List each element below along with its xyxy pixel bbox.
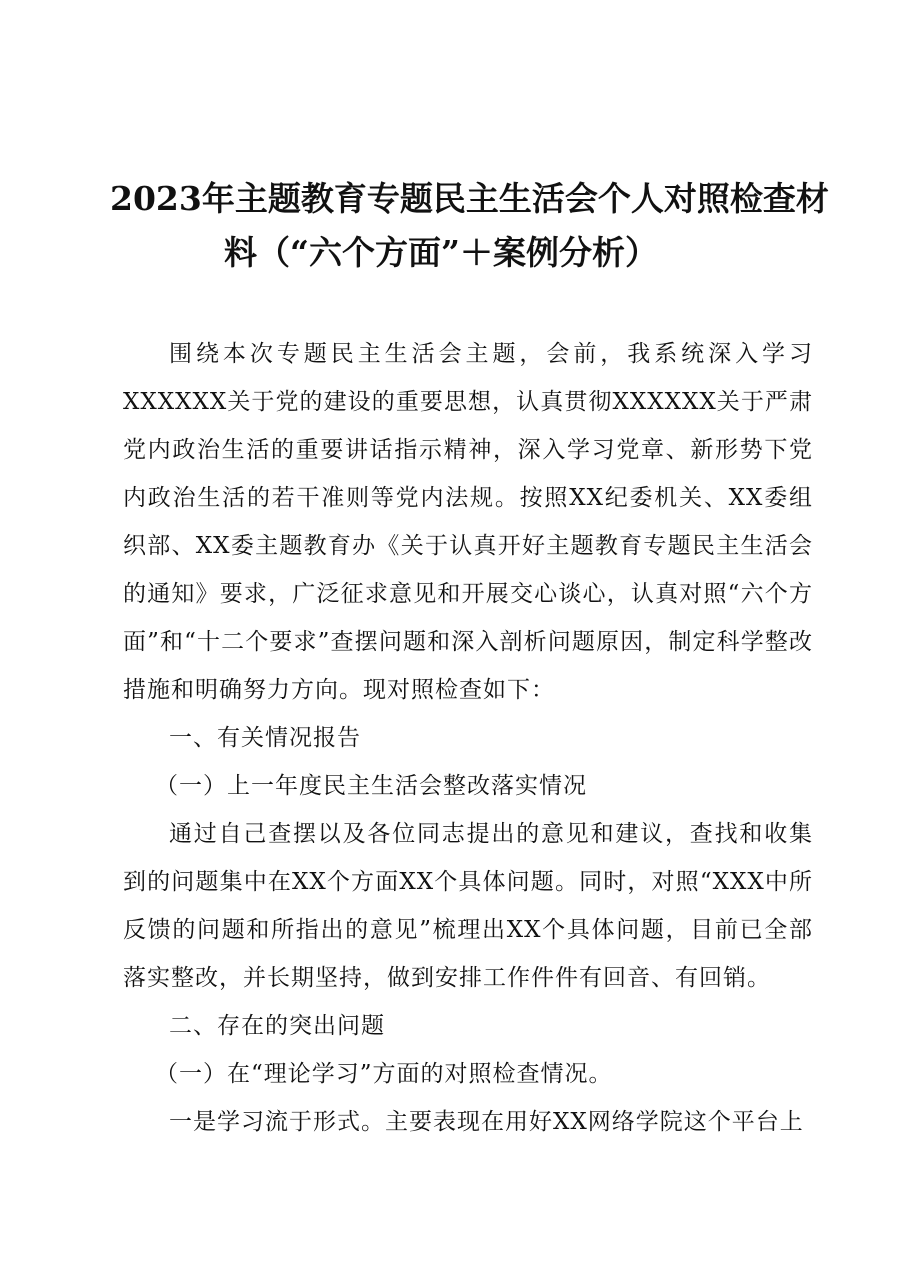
body-paragraph-study: 一是学习流于形式。主要表现在用好XX网络学院这个平台上	[169, 1109, 804, 1135]
subsection-heading-2-1: （一）在“理论学习”方面的对照检查情况。	[155, 1061, 613, 1087]
document-body	[123, 330, 813, 1146]
section-heading-1: 一、有关情况报告	[169, 725, 361, 751]
body-paragraph-rectification: 通过自己查摆以及各位同志提出的意见和建议，查找和收集到的问题集中在XX个方面XX个具体问题。同时，对照“XXX中所反馈的问题和所指出的意见”梳理出XX个具体问题，目前已全部落实整改，并长期坚持，做到安排工作件件有回音、有回销。	[123, 821, 813, 991]
intro-paragraph: 围绕本次专题民主生活会主题，会前，我系统深入学习XXXXXX关于党的建设的重要思想，认真贯彻XXXXXX关于严肃党内政治生活的重要讲话指示精神，深入学习党章、新形势下党内政治生活的若干准则等党内法规。按照XX纪委机关、XX委组织部、XX委主题教育办《关于认真开好主题教育专题民主生活会的通知》要求，广泛征求意见和开展交心谈心，认真对照“六个方面”和“十二个要求”查摆问题和深入剖析问题原因，制定科学整改措施和明确努力方向。现对照检查如下：	[123, 341, 813, 703]
subsection-heading-1-1: （一）上一年度民主生活会整改落实情况	[155, 773, 587, 799]
document-title-line-1: 2023年主题教育专题民主生活会个人对照检查材	[110, 179, 829, 218]
document-title	[110, 172, 830, 280]
section-heading-2: 二、存在的突出问题	[169, 1013, 385, 1039]
document-title-line-2: 料（“六个方面”＋案例分析）	[224, 233, 658, 272]
